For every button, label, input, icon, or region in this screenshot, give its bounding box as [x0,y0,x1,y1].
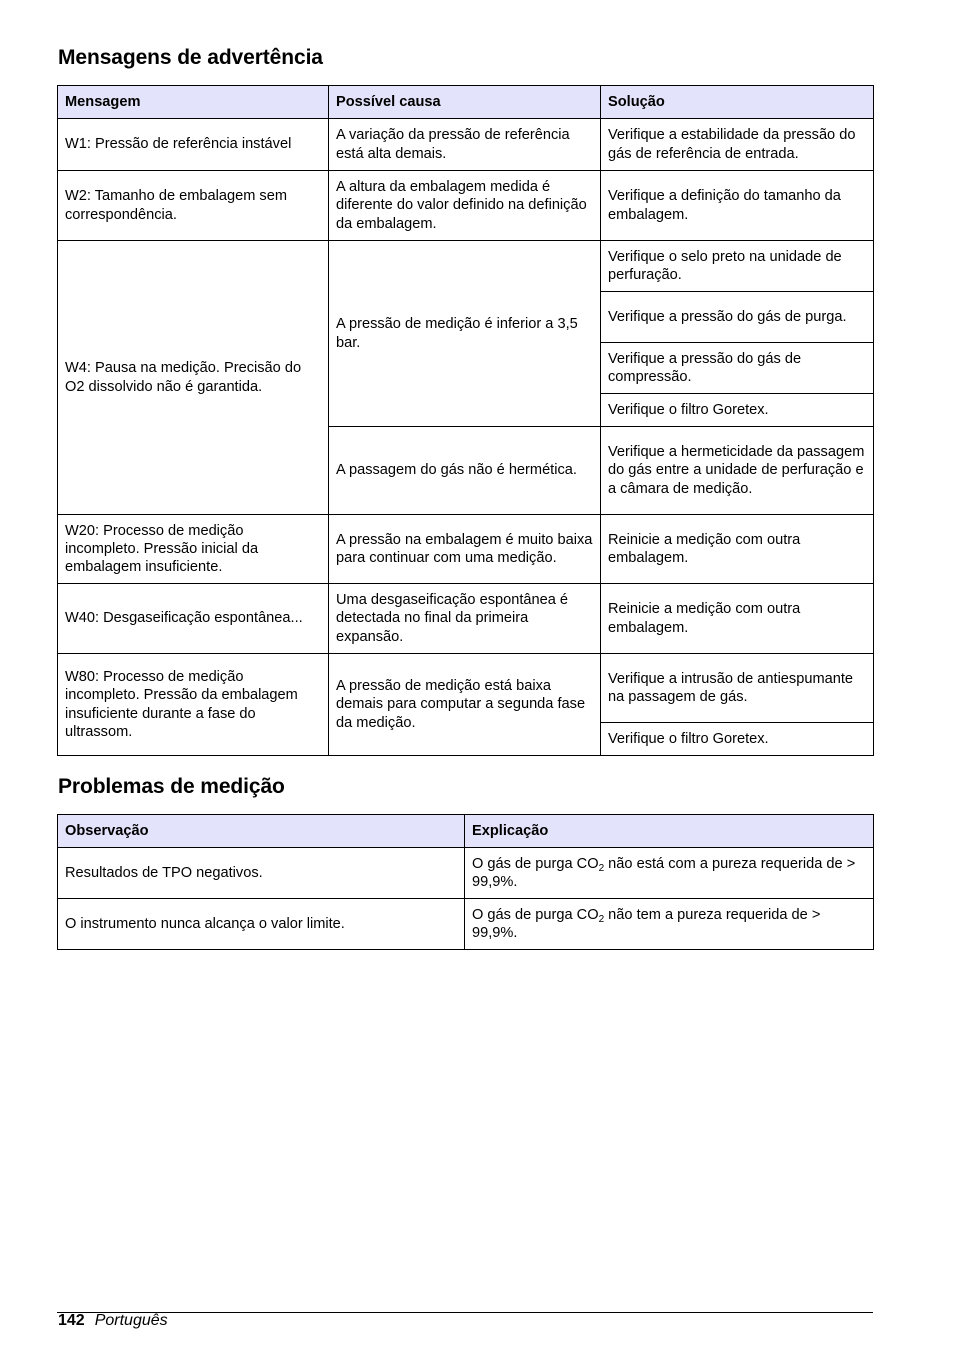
cell-cause: A pressão de medição está baixa demais para computar a segunda fase da medição. [329,654,601,756]
table-row [58,848,874,899]
cell-solution: Verifique a pressão do gás de purga. [601,292,874,343]
cell-message: W80: Processo de medição incompleto. Pressão da embalagem insuficiente durante a fase do ultrassom. [58,654,329,756]
cell-solution: Verifique a definição do tamanho da embalagem. [601,171,874,241]
cell-solution: Reinicie a medição com outra embalagem. [601,515,874,584]
table-row [58,515,874,584]
footer-divider [57,1312,873,1313]
cell-cause: A pressão na embalagem é muito baixa para continuar com uma medição. [329,515,601,584]
cell-message: W4: Pausa na medição. Precisão do O2 dissolvido não é garantida. [58,241,329,515]
subscript: 2 [598,913,605,925]
cell-solution: Verifique a pressão do gás de compressão. [601,343,874,394]
cell-cause: A variação da pressão de referência está alta demais. [329,119,601,171]
cell-explanation [465,899,874,950]
cell-message: W40: Desgaseificação espontânea... [58,584,329,654]
explanation-text: não está com a pureza requerida de > 99,9%. [472,855,856,890]
cell-cause: A pressão de medição é inferior a 3,5 bar. [329,241,601,427]
table-row [58,241,874,292]
cell-solution: Verifique o filtro Goretex. [601,394,874,427]
cell-cause: A altura da embalagem medida é diferente do valor definido na definição da embalagem. [329,171,601,241]
explanation-text: O gás de purga CO [472,855,599,872]
section-title-warnings: Mensagens de advertência [58,46,323,69]
header-solucao: Solução [601,86,874,119]
cell-solution: Verifique a estabilidade da pressão do gás de referência de entrada. [601,119,874,171]
table-header-row [58,815,874,848]
table-row [58,584,874,654]
cell-observation: O instrumento nunca alcança o valor limite. [58,899,465,950]
problems-table [57,814,874,950]
footer-language: Português [94,1312,168,1329]
explanation-text: O gás de purga CO [472,906,599,923]
table-row [58,654,874,723]
cell-message: W1: Pressão de referência instável [58,119,329,171]
cell-cause: Uma desgaseificação espontânea é detectada no final da primeira expansão. [329,584,601,654]
page-footer [58,1312,168,1330]
cell-cause: A passagem do gás não é hermética. [329,427,601,515]
table-header-row [58,86,874,119]
header-mensagem: Mensagem [58,86,329,119]
cell-solution: Verifique o selo preto na unidade de perfuração. [601,241,874,292]
warnings-table [57,85,874,756]
cell-solution: Reinicie a medição com outra embalagem. [601,584,874,654]
subscript: 2 [598,862,605,874]
cell-solution: Verifique a intrusão de antiespumante na passagem de gás. [601,654,874,723]
table-row [58,119,874,171]
cell-solution: Verifique a hermeticidade da passagem do gás entre a unidade de perfuração e a câmara de medição. [601,427,874,515]
header-possivel-causa: Possível causa [329,86,601,119]
table-row [58,171,874,241]
cell-solution: Verifique o filtro Goretex. [601,723,874,756]
explanation-text: não tem a pureza requerida de > 99,9%. [472,906,821,941]
header-observacao: Observação [58,815,465,848]
cell-message: W2: Tamanho de embalagem sem correspondência. [58,171,329,241]
header-explicacao: Explicação [465,815,874,848]
table-row [58,899,874,950]
cell-message: W20: Processo de medição incompleto. Pressão inicial da embalagem insuficiente. [58,515,329,584]
cell-explanation [465,848,874,899]
cell-observation: Resultados de TPO negativos. [58,848,465,899]
section-title-problems: Problemas de medição [58,775,285,798]
page-number: 142 [58,1312,85,1329]
